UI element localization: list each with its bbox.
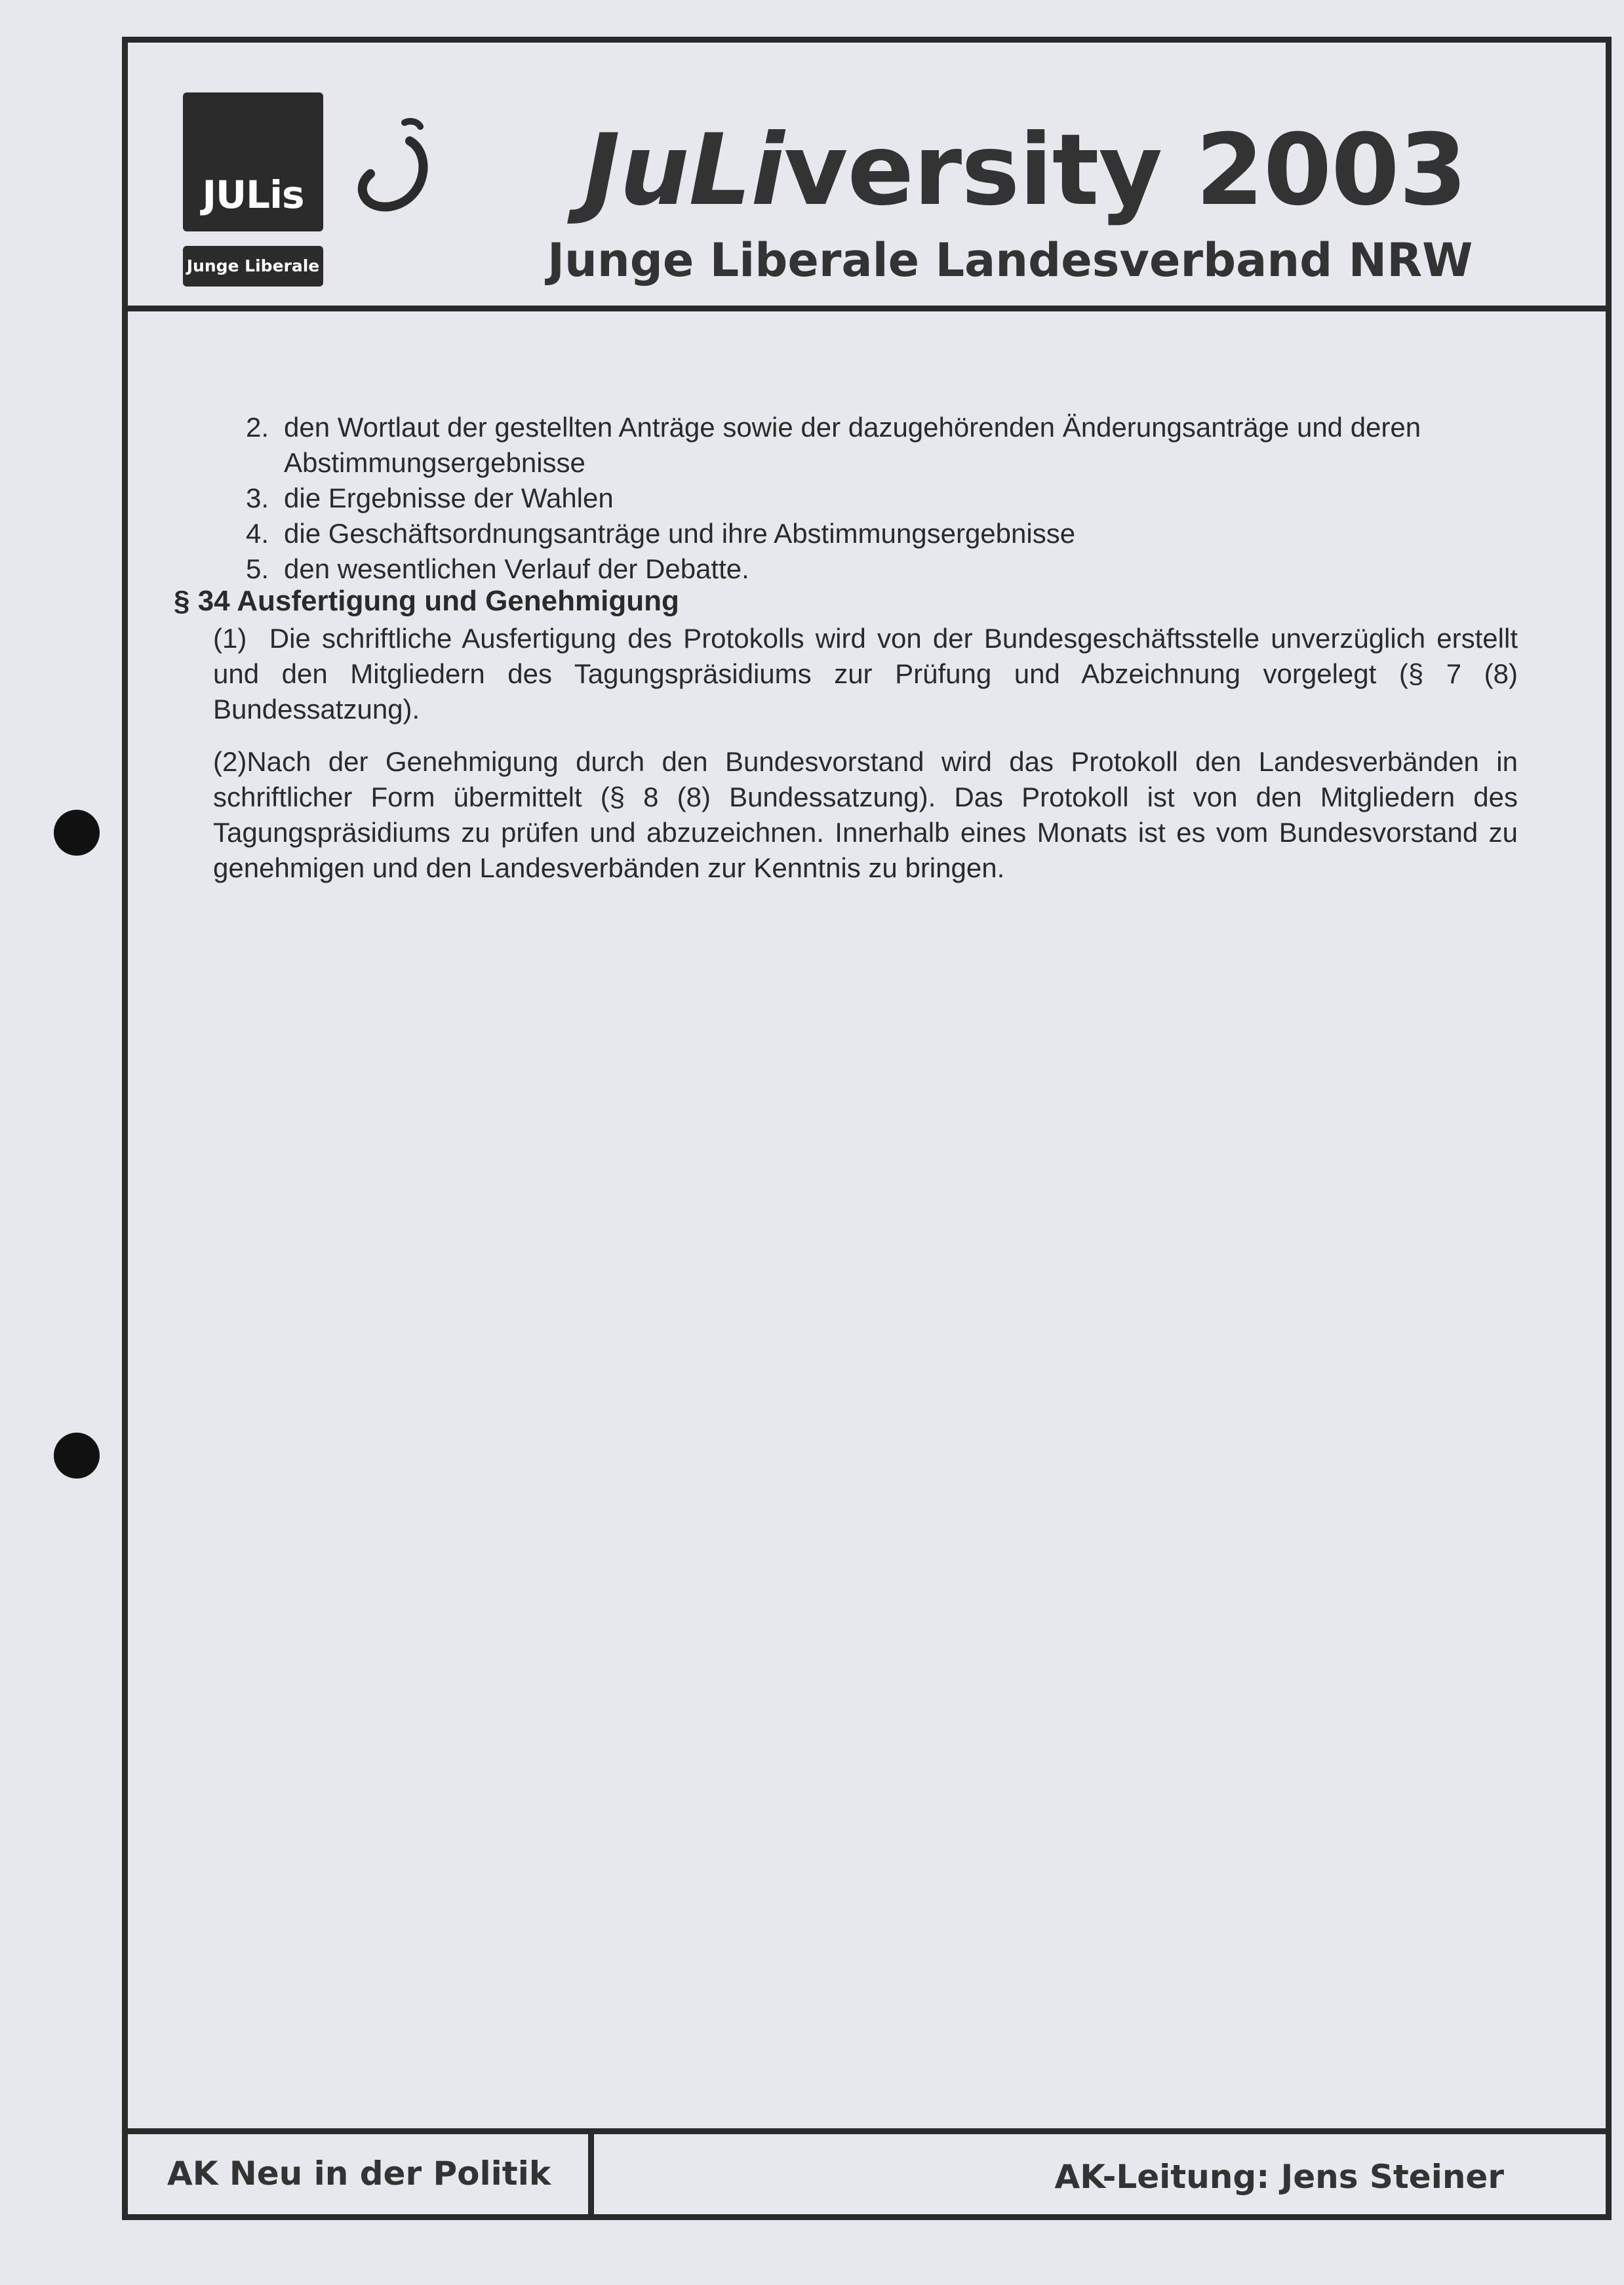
page-footer [122,2128,1612,2220]
punch-hole-top [54,810,100,856]
title-prefix: JuLi [584,113,784,228]
list-item [246,551,1459,587]
swoosh-icon [344,115,443,226]
section-heading: § 34 Ausfertigung und Genehmigung [174,585,679,617]
logo-text: JULis [202,172,304,217]
list-number: 2. [246,412,269,443]
title-rest: versity 2003 [783,113,1467,228]
list-text: den Wortlaut der gestellten Anträge sowie der dazugehörenden Änderungsanträge und deren Abstimmungsergebnisse [284,412,1421,478]
julis-logo [183,92,323,231]
punch-hole-bottom [54,1433,100,1479]
list-item [246,516,1459,551]
numbered-list [246,410,1459,587]
list-item [246,481,1459,516]
paragraph-1 [213,621,1518,727]
paragraph-number: (2) [213,746,247,777]
list-number: 4. [246,518,269,549]
list-number: 3. [246,483,269,513]
list-number: 5. [246,553,269,584]
logo-subtext: Junge Liberale [183,246,323,287]
page-frame [122,37,1612,2220]
paragraph-number: (1) [213,623,247,654]
page-header [128,43,1606,311]
list-text: den wesentlichen Verlauf der Debatte. [284,553,749,584]
list-text: die Geschäftsordnungsanträge und ihre Abstimmungsergebnisse [284,518,1076,549]
list-text: die Ergebnisse der Wahlen [284,483,614,513]
paragraph-text: Nach der Genehmigung durch den Bundesvorstand wird das Protokoll den Landesverbänden in schriftlicher Form übermittelt (§ 8 (8) Bundessatzung). Das Protokoll ist von den Mitgliedern des Tagungspräsidiums zu prüfen und abzuzeichnen. Innerhalb eines Monats ist es vom Bundesvorstand zu genehmigen und den Landesverbänden zur Kenntnis zu bringen. [213,746,1518,883]
footer-working-group: AK Neu in der Politik [122,2128,594,2220]
page-title [584,113,1467,228]
page-subtitle: Junge Liberale Landesverband NRW [547,233,1473,287]
footer-leader: AK-Leitung: Jens Steiner [588,2128,1612,2220]
paragraph-2 [213,744,1518,886]
paragraph-text: Die schriftliche Ausfertigung des Protokolls wird von der Bundesgeschäftsstelle unverzüglich erstellt und den Mitgliedern des Tagungspräsidiums zur Prüfung und Abzeichnung vorgelegt (§ 7 (8) Bundessatzung). [213,623,1518,725]
list-item [246,410,1459,481]
